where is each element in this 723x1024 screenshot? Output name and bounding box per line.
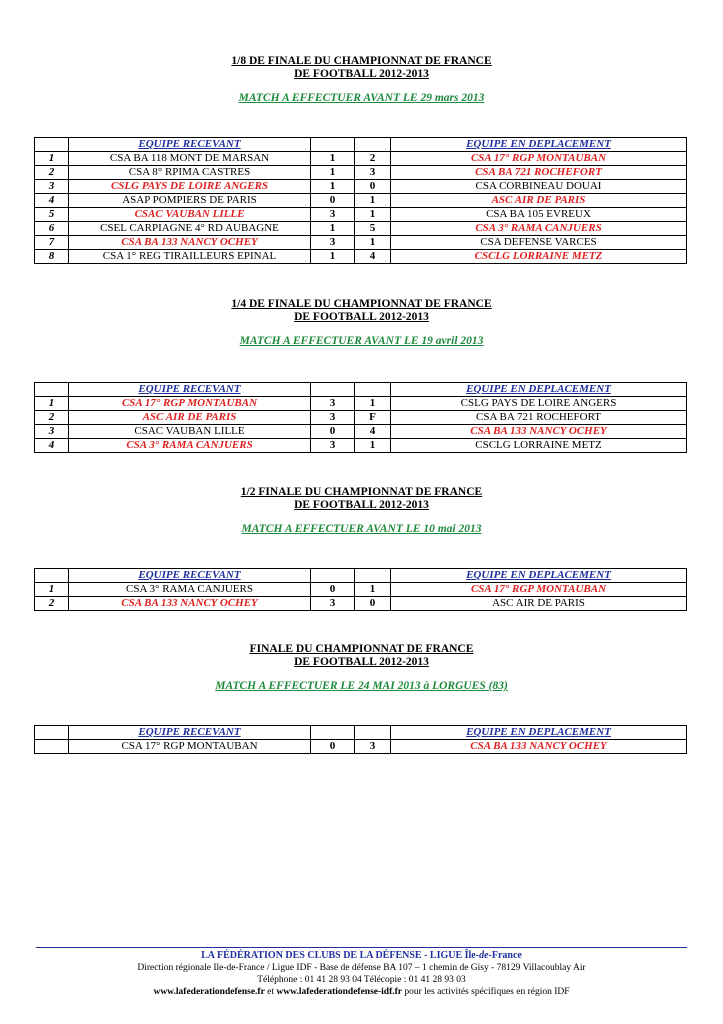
away-score: 1 [355,583,391,597]
table-row [35,425,687,439]
away-score: 4 [355,425,391,439]
header-away: EQUIPE EN DEPLACEMENT [391,569,687,583]
table-row [35,194,687,208]
table-header-row [35,138,687,152]
table-row [35,583,687,597]
table-row [35,439,687,453]
away-score: 1 [355,439,391,453]
away-score: 0 [355,597,391,611]
footer [0,950,723,998]
table-row [35,166,687,180]
table-row [35,180,687,194]
table-header-row [35,569,687,583]
away-team: CSLG PAYS DE LOIRE ANGERS [391,397,687,411]
table-row [35,222,687,236]
home-score: 1 [311,152,355,166]
away-score: F [355,411,391,425]
home-team: CSA BA 118 MONT DE MARSAN [69,152,311,166]
table-row [35,250,687,264]
away-score: 1 [355,208,391,222]
match-number: 4 [35,439,69,453]
away-team: CSA BA 133 NANCY OCHEY [391,740,687,754]
match-number: 1 [35,583,69,597]
away-team: CSA CORBINEAU DOUAI [391,180,687,194]
home-score: 0 [311,194,355,208]
round-title-line1: 1/8 DE FINALE DU CHAMPIONNAT DE FRANCE [231,55,492,67]
header-home: EQUIPE RECEVANT [69,569,311,583]
round-deadline: MATCH A EFFECTUER AVANT LE 10 mai 2013 [241,523,482,535]
away-team: CSCLG LORRAINE METZ [391,250,687,264]
header-home: EQUIPE RECEVANT [69,726,311,740]
match-number: 3 [35,425,69,439]
home-team: CSEL CARPIAGNE 4° RD AUBAGNE [69,222,311,236]
match-number [35,740,69,754]
home-team: ASC AIR DE PARIS [69,411,311,425]
home-team: ASAP POMPIERS DE PARIS [69,194,311,208]
home-team: CSA 3° RAMA CANJUERS [69,583,311,597]
match-number: 6 [35,222,69,236]
match-number: 3 [35,180,69,194]
table-row [35,740,687,754]
home-team: CSLG PAYS DE LOIRE ANGERS [69,180,311,194]
semi-final-section [0,486,723,535]
home-team: CSA 3° RAMA CANJUERS [69,439,311,453]
table-header-row [35,726,687,740]
match-number: 8 [35,250,69,264]
table-row [35,397,687,411]
away-team: CSA BA 133 NANCY OCHEY [391,425,687,439]
table-row [35,236,687,250]
match-number: 2 [35,411,69,425]
header-away: EQUIPE EN DEPLACEMENT [391,726,687,740]
away-team: CSCLG LORRAINE METZ [391,439,687,453]
round-deadline: MATCH A EFFECTUER LE 24 MAI 2013 à LORGUES (83) [215,680,508,692]
quarter-final-table [34,382,687,453]
federation-name: LA FÉDÉRATION DES CLUBS DE LA DÉFENSE - LIGUE Île-de-France [201,950,522,961]
home-score: 1 [311,222,355,236]
match-number: 1 [35,152,69,166]
match-number: 7 [35,236,69,250]
header-away: EQUIPE EN DEPLACEMENT [391,138,687,152]
header-away: EQUIPE EN DEPLACEMENT [391,383,687,397]
home-team: CSAC VAUBAN LILLE [69,425,311,439]
match-number: 1 [35,397,69,411]
home-score: 3 [311,597,355,611]
away-team: CSA BA 721 ROCHEFORT [391,166,687,180]
home-score: 3 [311,236,355,250]
home-score: 1 [311,250,355,264]
away-score: 1 [355,236,391,250]
table-row [35,411,687,425]
header-home: EQUIPE RECEVANT [69,383,311,397]
away-score: 1 [355,194,391,208]
home-team: CSA 17° RGP MONTAUBAN [69,397,311,411]
away-score: 3 [355,166,391,180]
home-team: CSA 17° RGP MONTAUBAN [69,740,311,754]
home-score: 3 [311,397,355,411]
footer-divider [36,947,687,948]
round-title-line1: FINALE DU CHAMPIONNAT DE FRANCE [249,643,474,655]
table-row [35,208,687,222]
home-team: CSA 1° REG TIRAILLEURS EPINAL [69,250,311,264]
match-number: 2 [35,597,69,611]
home-team: CSA 8° RPIMA CASTRES [69,166,311,180]
table-header-row [35,383,687,397]
round-title-line1: 1/4 DE FINALE DU CHAMPIONNAT DE FRANCE [231,298,492,310]
table-row [35,152,687,166]
home-score: 0 [311,740,355,754]
home-score: 3 [311,208,355,222]
away-score: 5 [355,222,391,236]
home-team: CSA BA 133 NANCY OCHEY [69,597,311,611]
footer-address: Direction régionale Ile-de-France / Ligue IDF - Base de défense BA 107 – 1 chemin de Gisy - 78129 Villacoublay Air [137,963,586,973]
away-team: ASC AIR DE PARIS [391,597,687,611]
table-row [35,597,687,611]
away-score: 0 [355,180,391,194]
final-table [34,725,687,754]
away-team: CSA 3° RAMA CANJUERS [391,222,687,236]
home-score: 1 [311,166,355,180]
round-title-line2: DE FOOTBALL 2012-2013 [294,68,429,80]
home-team: CSAC VAUBAN LILLE [69,208,311,222]
round-title-line2: DE FOOTBALL 2012-2013 [294,499,429,511]
home-score: 0 [311,425,355,439]
footer-phone: Téléphone : 01 41 28 93 04 Télécopie : 01 41 28 93 03 [257,975,466,985]
away-score: 1 [355,397,391,411]
footer-links: www.lafederationdefense.fr et www.lafederationdefense-idf.fr pour les activités spécifiques en région IDF [153,987,570,997]
match-number: 5 [35,208,69,222]
home-score: 0 [311,583,355,597]
away-team: CSA BA 721 ROCHEFORT [391,411,687,425]
match-number: 4 [35,194,69,208]
round-title-line1: 1/2 FINALE DU CHAMPIONNAT DE FRANCE [240,486,483,498]
away-team: ASC AIR DE PARIS [391,194,687,208]
round-16-table [34,137,687,264]
website-link-idf[interactable]: www.lafederationdefense-idf.fr [276,987,402,997]
away-team: CSA BA 105 EVREUX [391,208,687,222]
away-team: CSA DEFENSE VARCES [391,236,687,250]
final-section [0,643,723,692]
website-link-national[interactable]: www.lafederationdefense.fr [153,987,265,997]
away-team: CSA 17° RGP MONTAUBAN [391,583,687,597]
quarter-final-section [0,298,723,347]
round-deadline: MATCH A EFFECTUER AVANT LE 29 mars 2013 [238,92,485,104]
away-score: 4 [355,250,391,264]
match-number: 2 [35,166,69,180]
away-score: 3 [355,740,391,754]
home-score: 3 [311,411,355,425]
round-deadline: MATCH A EFFECTUER AVANT LE 19 avril 2013 [239,335,484,347]
round-title-line2: DE FOOTBALL 2012-2013 [294,311,429,323]
home-team: CSA BA 133 NANCY OCHEY [69,236,311,250]
round-title-line2: DE FOOTBALL 2012-2013 [294,656,429,668]
away-score: 2 [355,152,391,166]
header-home: EQUIPE RECEVANT [69,138,311,152]
semi-final-table [34,568,687,611]
home-score: 1 [311,180,355,194]
home-score: 3 [311,439,355,453]
away-team: CSA 17° RGP MONTAUBAN [391,152,687,166]
round-16-section [0,55,723,104]
